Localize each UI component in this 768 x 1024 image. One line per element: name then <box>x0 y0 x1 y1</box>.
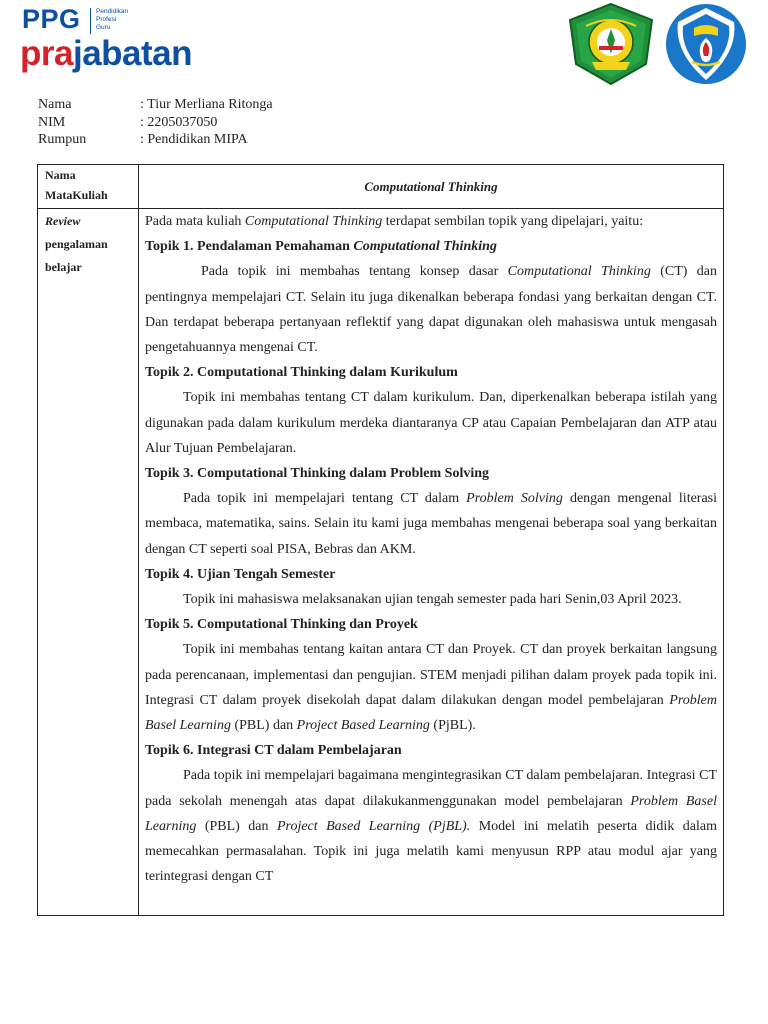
tut-wuri-handayani-icon <box>664 2 748 86</box>
identity-label: NIM <box>38 114 66 130</box>
identity-row-nim <box>38 114 538 132</box>
prajabatan-wordmark <box>20 34 192 74</box>
topic-2-body: Topik ini membahas tentang CT dalam kurikulum. Dan, diperkenalkan beberapa istilah yang digunakan pada dalam kurikulum merdeka diantaranya CP atau Capaian Pembelajaran dan ATP atau Alur Tujuan Pembelajaran. <box>145 390 717 456</box>
text: Pada topik ini mempelajari bagaimana mengintegrasikan CT dalam pembelajaran. Integrasi CT pada sekolah menengah atas dapat dilakukanmenggunakan model pembelajaran <box>145 768 717 809</box>
text-italic: Problem Basel Learning <box>145 793 717 834</box>
topic-1-body <box>145 259 717 360</box>
course-name-label-line-2: MataKuliah <box>45 188 108 202</box>
page-header <box>0 0 768 90</box>
review-label-line-1: Review <box>45 214 81 228</box>
review-table <box>37 164 724 916</box>
text: dengan mengenal literasi membaca, matematika, sains. Selain itu kami juga membahas mengenai beberapa soal yang berkaitan dengan CT seperti soal PISA, Bebras dan AKM. <box>145 491 718 557</box>
ppg-divider <box>90 8 91 34</box>
text-italic: Problem Solving <box>466 491 563 507</box>
ppg-prajabatan-logo <box>20 2 210 82</box>
student-identity <box>38 96 538 149</box>
text: terdapat sembilan topik yang dipelajari, yaitu: <box>382 214 644 229</box>
identity-label: Rumpun <box>38 132 87 147</box>
text: Pada topik ini mempelajari tentang CT dalam <box>183 491 467 507</box>
identity-value: : Tiur Merliana Ritonga <box>140 97 273 112</box>
topic-4-body: Topik ini mahasiswa melaksanakan ujian tengah semester pada hari Senin,03 April 2023. <box>183 592 682 608</box>
topic-6-heading: Topik 6. Integrasi CT dalam Pembelajaran <box>145 743 402 759</box>
text: Topik ini membahas tentang kaitan antara CT dan Proyek. CT dan proyek berkaitan langsung pada perencanaan, implementasi dan pengujian. STEM menjadi pilihan dalam proyek pada topik ini. Integrasi CT dalam proyek disekolah dapat dalam dilakukan dengan model pembelajaran <box>145 642 717 708</box>
identity-row-name <box>38 96 538 114</box>
review-label-line-3: belajar <box>45 260 82 274</box>
identity-value: : 2205037050 <box>140 114 218 130</box>
text: (PBL) dan <box>196 818 277 834</box>
prajabatan-pra: pra <box>20 34 73 73</box>
text-italic: Computational Thinking <box>353 239 497 255</box>
course-name-label <box>45 165 108 205</box>
topic-5-heading: Topik 5. Computational Thinking dan Proyek <box>145 617 418 633</box>
identity-label: Nama <box>38 97 72 112</box>
review-label-line-2: pengalaman <box>45 237 108 251</box>
text: (PjBL). <box>429 718 476 734</box>
identity-row-rumpun <box>38 131 538 149</box>
text: Model ini melatih peserta didik dalam memecahkan permasalahan. Topik ini juga melatih kami menyusun RPP atau modul ajar yang terintegrasi dengan CT <box>145 818 718 885</box>
column-divider <box>138 165 139 915</box>
ppg-subtitle <box>96 8 128 32</box>
ppg-sub-line-1: Pendidikan <box>96 8 129 15</box>
identity-value: : Pendidikan MIPA <box>140 132 248 147</box>
topic-4-heading: Topik 4. Ujian Tengah Semester <box>145 566 336 582</box>
university-emblem-icon <box>566 2 656 86</box>
topic-3-heading: Topik 3. Computational Thinking dalam Problem Solving <box>145 466 490 482</box>
review-label <box>45 210 108 279</box>
text: (PBL) dan <box>230 718 297 734</box>
course-title: Computational Thinking <box>364 178 498 194</box>
topic-2-heading: Topik 2. Computational Thinking dalam Kurikulum <box>145 365 458 381</box>
text: (CT) dan pentingnya mempelajari CT. Selain itu juga dikenalkan beberapa fondasi yang berkaitan dengan CT. Dan terdapat beberapa pertanyaan reflektif yang dapat digunakan oleh mahasiswa untuk mengasah pengetahuannya mengenai CT. <box>145 264 717 356</box>
text: Topik 1. Pendalaman Pemahaman <box>145 239 354 255</box>
text-italic: Problem Basel Learning <box>145 692 717 734</box>
review-content <box>145 209 717 889</box>
text: Pada topik ini membahas tentang konsep dasar <box>201 264 508 280</box>
topic-5-body <box>145 637 717 738</box>
text-italic: Computational Thinking <box>244 214 383 229</box>
course-name-label-line-1: Nama <box>45 168 76 182</box>
text-italic: Project Based Learning (PjBL). <box>276 818 471 834</box>
intro-paragraph <box>145 209 717 234</box>
ppg-sub-line-3: Guru <box>96 24 111 31</box>
ppg-wordmark: PPG <box>22 4 81 34</box>
ppg-sub-line-2: Profesi <box>96 16 117 23</box>
topic-1-heading <box>145 234 717 259</box>
text-italic: Project Based Learning <box>296 718 430 734</box>
text-italic: Computational Thinking <box>507 264 651 280</box>
topic-6-body <box>145 763 717 889</box>
topic-3-body <box>145 486 717 562</box>
text: Pada mata kuliah <box>145 214 245 229</box>
prajabatan-jabatan: jabatan <box>72 34 193 73</box>
